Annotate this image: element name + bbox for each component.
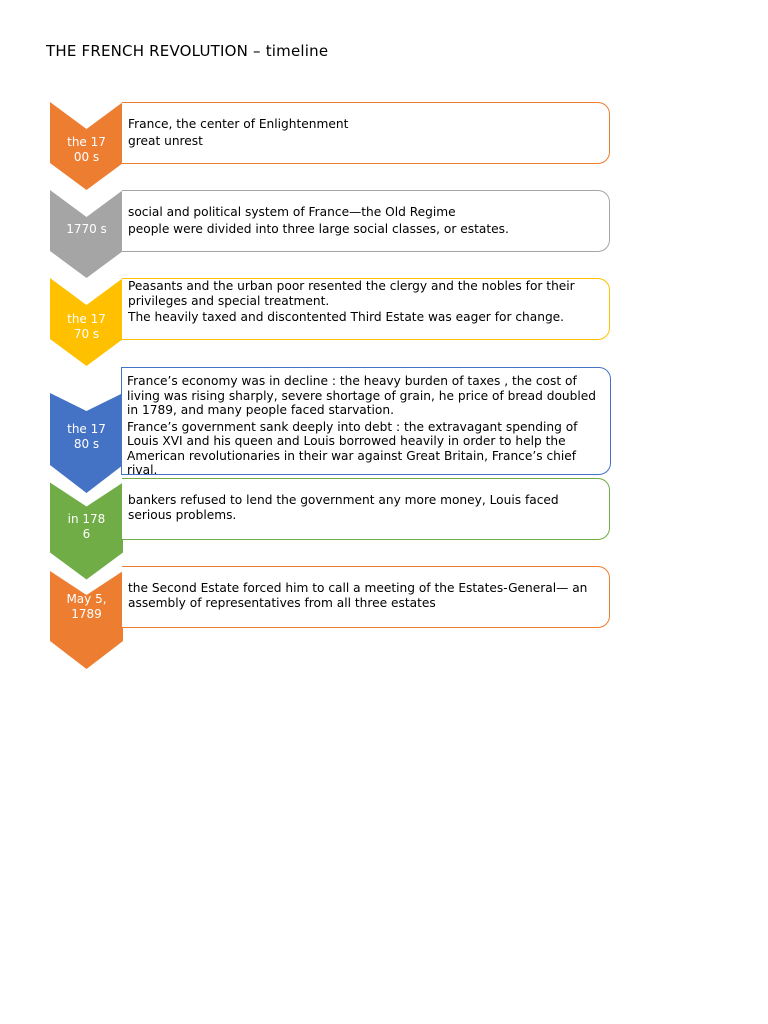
timeline-event-box xyxy=(122,278,610,340)
timeline-chevron xyxy=(50,478,123,566)
page-title: THE FRENCH REVOLUTION – timeline xyxy=(46,42,329,60)
event-line: The heavily taxed and discontented Third Estate was eager for change. xyxy=(128,310,565,324)
timeline-date: the 1770 s xyxy=(67,312,106,341)
timeline-chevron xyxy=(50,190,123,278)
event-line: the Second Estate forced him to call a meeting of the Estates-General— an assembly of representatives from all three estates xyxy=(128,581,588,610)
timeline-row xyxy=(50,190,612,288)
timeline-event-text xyxy=(128,493,599,522)
timeline-date: in 1786 xyxy=(67,512,106,541)
timeline-event-text xyxy=(128,279,599,325)
timeline-row xyxy=(50,278,612,376)
timeline-date: May 5, 1789 xyxy=(66,592,107,621)
timeline-chevron xyxy=(50,387,123,475)
event-line: great unrest xyxy=(128,133,203,148)
timeline-event-text xyxy=(128,117,599,148)
timeline-date: the 1700 s xyxy=(67,135,106,164)
event-line: Peasants and the urban poor resented the clergy and the nobles for their privileges and special treatment. xyxy=(128,279,575,308)
timeline-row xyxy=(50,367,612,477)
timeline-row xyxy=(50,478,612,576)
timeline-event-box xyxy=(122,102,610,164)
event-line: France’s government sank deeply into debt : the extravagant spending of Louis XVI and his queen and Louis borrowed heavily in order to help the American revolutionaries in their war against Great Britain, France’s chief rival. xyxy=(127,419,578,477)
timeline-chevron xyxy=(50,278,123,366)
timeline-event-box xyxy=(121,367,611,475)
event-line: people were divided into three large social classes, or estates. xyxy=(128,221,509,236)
timeline-event-text xyxy=(128,581,599,610)
timeline-event-box xyxy=(122,190,610,252)
timeline-event-box xyxy=(122,478,610,540)
event-line: bankers refused to lend the government any more money, Louis faced serious problems. xyxy=(128,493,559,522)
timeline-row xyxy=(50,102,612,200)
timeline-date: the 1780 s xyxy=(67,422,106,451)
timeline-date: 1770 s xyxy=(66,222,107,236)
event-line: France, the center of Enlightenment xyxy=(128,117,349,131)
timeline-chevron xyxy=(50,566,123,654)
timeline-event-text xyxy=(127,374,600,478)
timeline-event-box xyxy=(122,566,610,628)
timeline-event-text xyxy=(128,205,599,236)
timeline-chevron xyxy=(50,102,123,190)
event-line: France’s economy was in decline : the heavy burden of taxes , the cost of living was rising sharply, severe shortage of grain, he price of bread doubled in 1789, and many people faced starvation. xyxy=(127,374,596,417)
event-line: social and political system of France—the Old Regime xyxy=(128,205,456,219)
timeline-row xyxy=(50,566,612,664)
